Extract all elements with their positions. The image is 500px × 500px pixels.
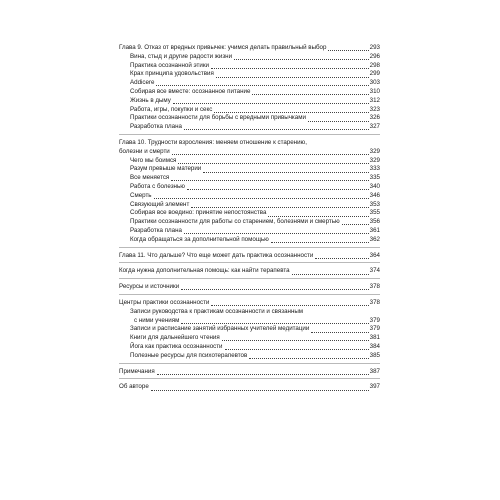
dot-leader <box>173 103 369 104</box>
section-divider <box>119 262 380 263</box>
toc-chapter-10-title-line1[interactable]: Глава 10. Трудности взросления: меняем отношение к старению, <box>119 138 307 146</box>
dot-leader <box>214 112 368 113</box>
toc-entry-title: Связующий элемент <box>130 200 190 208</box>
toc-entry-title: Работа с болезнью <box>130 182 185 190</box>
toc-page-number: 378 <box>369 283 380 291</box>
toc-page-number: 327 <box>369 123 380 131</box>
toc-entry[interactable] <box>119 227 380 236</box>
dot-leader <box>178 163 368 164</box>
toc-page-number: 387 <box>369 367 380 375</box>
dot-leader <box>157 374 369 375</box>
toc-page-number: 356 <box>369 218 380 226</box>
dot-leader <box>328 50 368 51</box>
toc-page-number: 374 <box>369 267 380 275</box>
toc-page-number: 397 <box>369 383 380 391</box>
toc-page-number: 329 <box>369 156 380 164</box>
toc-page-number: 384 <box>369 342 380 350</box>
toc-entry-title: Жизнь в дыму <box>130 96 171 104</box>
dot-leader <box>172 154 369 155</box>
toc-entry-title: Разработка плана <box>130 123 182 131</box>
table-of-contents <box>119 44 380 392</box>
toc-entry[interactable] <box>119 70 380 79</box>
dot-leader <box>311 332 368 333</box>
toc-chapter-9[interactable] <box>119 44 380 53</box>
dot-leader <box>315 258 368 259</box>
toc-entry[interactable] <box>119 88 380 97</box>
toc-find-therapist[interactable] <box>119 267 380 276</box>
toc-page-number: 296 <box>369 52 380 60</box>
dot-leader <box>191 207 368 208</box>
dot-leader <box>249 358 368 359</box>
toc-entry[interactable] <box>119 174 380 183</box>
toc-entry[interactable] <box>119 114 380 123</box>
dot-leader <box>342 224 369 225</box>
toc-entry-title: Разработка плана <box>130 226 182 234</box>
dot-leader <box>184 233 369 234</box>
toc-entry[interactable] <box>119 236 380 245</box>
toc-page-number: 355 <box>369 209 380 217</box>
dot-leader <box>225 349 369 350</box>
toc-entry[interactable] <box>119 106 380 115</box>
toc-entry[interactable] <box>119 157 380 166</box>
dot-leader <box>171 180 368 181</box>
toc-about-author[interactable] <box>119 383 380 392</box>
toc-entry-title: Записи и расписание занятий избранных учителей медитации <box>130 325 310 333</box>
toc-entry[interactable] <box>119 317 380 326</box>
toc-page-number: 379 <box>369 316 380 324</box>
toc-entry[interactable] <box>119 201 380 210</box>
toc-entry-title: Когда нужна дополнительная помощь: как найти терапевта <box>119 267 290 275</box>
section-divider <box>119 363 380 364</box>
toc-page-number: 362 <box>369 235 380 243</box>
dot-leader <box>222 340 369 341</box>
toc-page-number: 361 <box>369 226 380 234</box>
toc-page-number: 364 <box>369 251 380 259</box>
toc-entry-title: Глава 9. Отказ от вредных привычек: учимся делать правильный выбор <box>119 44 327 51</box>
dot-leader <box>308 121 369 122</box>
dot-leader <box>187 189 369 190</box>
toc-page-number: 326 <box>369 114 380 122</box>
toc-page-number: 303 <box>369 79 380 87</box>
toc-entry-title: с ними учениям <box>134 316 180 324</box>
dot-leader <box>211 68 369 69</box>
toc-page-number: 298 <box>369 61 380 69</box>
toc-entry-title: Крах принципа удовольствия <box>130 70 214 78</box>
toc-entry[interactable] <box>119 79 380 88</box>
toc-entry[interactable] <box>119 352 380 361</box>
toc-page-number: 353 <box>369 200 380 208</box>
toc-page-number: 340 <box>369 182 380 190</box>
toc-resources[interactable] <box>119 283 380 292</box>
toc-entry[interactable] <box>119 97 380 106</box>
toc-entry-title: Глава 11. Что дальше? Что еще может дать практика осознанности <box>119 251 314 259</box>
toc-entry-title: Йога как практика осознанности <box>130 342 223 350</box>
dot-leader <box>292 274 369 275</box>
section-divider <box>119 247 380 248</box>
toc-entry-title: болезни и смерти <box>119 147 170 155</box>
toc-page-number: 335 <box>369 174 380 182</box>
toc-entry-line1[interactable]: Записи руководства к практикам осознанности и связанным <box>130 307 304 315</box>
toc-page-number: 385 <box>369 351 380 359</box>
toc-entry[interactable] <box>119 62 380 71</box>
toc-entry-title: Практика осознанной этики <box>130 61 209 69</box>
dot-leader <box>271 242 369 243</box>
toc-entry[interactable] <box>119 183 380 192</box>
section-divider <box>119 278 380 279</box>
dot-leader <box>268 216 368 217</box>
toc-entry[interactable] <box>119 334 380 343</box>
toc-page-number: 346 <box>369 191 380 199</box>
toc-entry-title: Чего мы боимся <box>130 156 177 164</box>
toc-entry[interactable] <box>119 343 380 352</box>
toc-page-number: 333 <box>369 165 380 173</box>
dot-leader <box>211 305 368 306</box>
toc-entry-title: Практики осознанности для работы со старением, болезнями и смертью <box>130 218 340 226</box>
toc-page-number: 299 <box>369 70 380 78</box>
toc-entry-title: Полезные ресурсы для психотерапевтов <box>130 351 248 359</box>
dot-leader <box>216 77 369 78</box>
toc-page-number: 378 <box>369 298 380 306</box>
toc-entry-title: Об авторе <box>119 383 149 391</box>
toc-page-number: 310 <box>369 87 380 95</box>
dot-leader <box>151 390 369 391</box>
toc-page-number: 329 <box>369 147 380 155</box>
toc-entry-title: Разум превыше материи <box>130 165 202 173</box>
toc-entry[interactable] <box>119 209 380 218</box>
section-divider <box>119 378 380 379</box>
toc-entry-title: Центры практики осознанности <box>119 298 210 306</box>
toc-entry-title: Ресурсы и источники <box>119 283 180 291</box>
toc-entry-title: Addicere <box>130 79 155 87</box>
toc-entry-title: Собирая все вместе: осознанное питание <box>130 87 251 95</box>
toc-centers[interactable] <box>119 299 380 308</box>
toc-page-number: 381 <box>369 334 380 342</box>
toc-entry-title: Работа, игры, покупки и секс <box>130 105 213 113</box>
toc-page-number: 293 <box>369 44 380 51</box>
toc-entry[interactable] <box>119 123 380 132</box>
toc-entry-title: Когда обращаться за дополнительной помощью <box>130 235 269 243</box>
toc-entry-title: Собирая все воедино: принятие непостоянства <box>130 209 267 217</box>
dot-leader <box>154 198 369 199</box>
toc-entry-title: Вина, стыд и другие радости жизни <box>130 52 233 60</box>
dot-leader <box>156 85 368 86</box>
toc-entry[interactable] <box>119 165 380 174</box>
toc-entry-title: Примечания <box>119 367 155 375</box>
section-divider <box>119 294 380 295</box>
dot-leader <box>234 59 369 60</box>
dot-leader <box>252 94 368 95</box>
dot-leader <box>203 172 368 173</box>
toc-page-number: 312 <box>369 96 380 104</box>
toc-entry-title: Книги для дальнейшего чтения <box>130 334 220 342</box>
toc-page-number: 323 <box>369 105 380 113</box>
toc-entry[interactable] <box>119 192 380 201</box>
toc-entry[interactable] <box>119 53 380 62</box>
toc-entry[interactable] <box>119 325 380 334</box>
toc-entry[interactable] <box>119 218 380 227</box>
toc-entry-title: Практики осознанности для борьбы с вредными привычками <box>130 114 306 122</box>
toc-entry-title: Все меняется <box>130 174 170 182</box>
toc-chapter-11[interactable] <box>119 252 380 261</box>
section-divider <box>119 134 380 135</box>
dot-leader <box>184 129 369 130</box>
toc-chapter-10[interactable] <box>119 148 380 157</box>
dot-leader <box>181 289 369 290</box>
dot-leader <box>181 323 368 324</box>
toc-entry-title: Смерть <box>130 191 152 199</box>
toc-notes[interactable] <box>119 368 380 377</box>
toc-page-number: 379 <box>369 325 380 333</box>
